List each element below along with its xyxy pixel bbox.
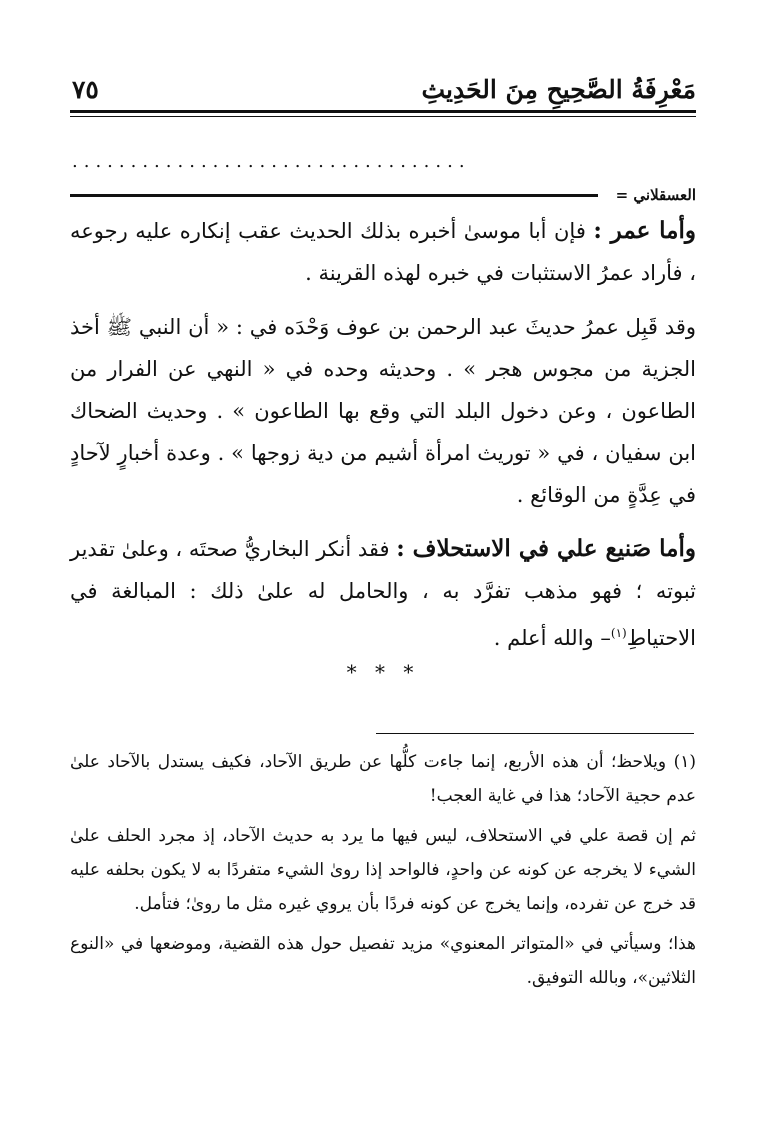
- footnote-text: ثم إن قصة علي في الاستحلاف، ليس فيها ما يرد به حديث الآحاد، إذ مجرد الحلف علىٰ الشيء لا يخرجه عن كونه عن واحدٍ، فالواحد إذا روىٰ الشيء متفردًا به لا يكون بحلفه عليه قد خرج عن تفرده، وإنما يخرج عن كونه فردًا بأن يروي غيره مثل ما روىٰ؛ فتأمل.: [70, 826, 696, 914]
- section-divider-stars: * * *: [346, 660, 420, 684]
- paragraph-lead: وأما عمر :: [593, 217, 696, 244]
- running-header: [70, 72, 696, 108]
- paragraph-text: فإن أبا موسىٰ أخبره بذلك الحديث عقب إنكاره عليه رجوعه ، فأراد عمرُ الاستثبات في خبره لهذه القرينة .: [70, 219, 696, 285]
- footnote-text: هذا؛ وسيأتي في «المتواتر المعنوي» مزيد تفصيل حول هذه القضية، وموضعها في «النوع الثلاثين»، وبالله التوفيق.: [70, 934, 696, 988]
- dotted-separator: ..................................: [72, 152, 471, 172]
- paragraph-ali: [70, 528, 696, 659]
- footnote-continuation: [70, 819, 696, 921]
- footnote-1: [70, 745, 696, 813]
- header-title: مَعْرِفَةُ الصَّحِيحِ مِنَ الحَدِيثِ: [421, 75, 696, 104]
- paragraph-umar: [70, 210, 696, 294]
- footnote-text: ويلاحظ؛ أن هذه الأربع، إنما جاءت كلُّها عن طريق الآحاد، فكيف يستدل بالآحاد علىٰ عدم حجية الآحاد؛ هذا في غاية العجب!: [70, 752, 696, 806]
- paragraph-text: وقد قَبِل عمرُ حديثَ عبد الرحمن بن عوف وَحْدَه في : « أن النبي ﷺ أخذ الجزية من مجوس هجر » . وحديثه وحده في « النهي عن الفرار من الطاعون ، وعن دخول البلد التي وقع بها الطاعون » . وحديث الضحاك ابن سفيان ، في « توريث امرأة أشيم من دية زوجها » . وعدة أخبارٍ لآحادٍ في عِدَّةٍ من الوقائع .: [70, 315, 696, 507]
- paragraph-end: – والله أعلم .: [493, 626, 611, 650]
- footnote-number: (١): [673, 752, 696, 772]
- footnote-closing: [70, 927, 696, 995]
- footnotes: [70, 745, 696, 1001]
- paragraph-accepted-reports: [70, 306, 696, 516]
- header-rule-thick: [70, 110, 696, 113]
- header-rule-thin: [70, 116, 696, 117]
- commentator-marker: [70, 183, 696, 207]
- main-text: [70, 210, 696, 671]
- footnote-ref[interactable]: (١): [610, 626, 627, 640]
- commentator-line: [70, 194, 598, 197]
- paragraph-lead: وأما صَنيع علي في الاستحلاف :: [396, 535, 696, 562]
- footnote-rule: [376, 733, 694, 734]
- commentator-label: العسقلاني =: [615, 186, 696, 204]
- page-number: ٧٥: [72, 75, 99, 104]
- paragraph-text: فقد أنكر البخاريُّ صحتَه ، وعلىٰ تقدير ثبوته ؛ فهو مذهب تفرَّد به ، والحامل له علىٰ ذلك : المبالغة في الاحتياطِ: [70, 537, 696, 650]
